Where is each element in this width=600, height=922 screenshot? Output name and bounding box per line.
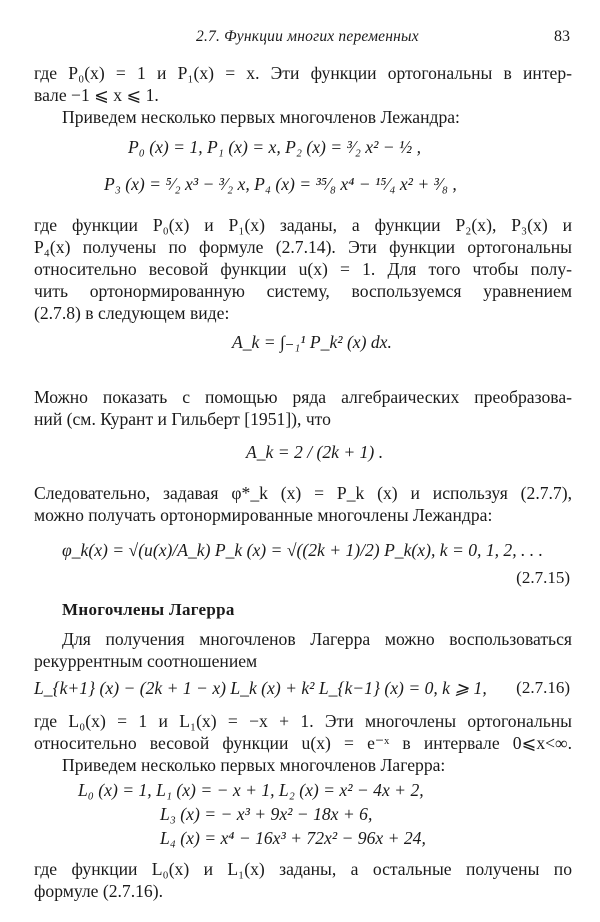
paragraph-7-line-2: относительно весовой функции u(x) = e⁻ˣ в интервале 0⩽x<∞.: [34, 733, 572, 753]
paragraph-6-line-2: рекуррентным соотношением: [34, 651, 258, 671]
equation-number-2-7-16: (2.7.16): [516, 678, 570, 697]
paragraph-6-line-1: Для получения многочленов Лагерра можно воспользоваться: [62, 629, 572, 649]
equation-phi: φ_k(x) = √(u(x)/A_k) P_k (x) = √((2k + 1)/2) P_k(x), k = 0, 1, 2, . . .: [62, 540, 543, 560]
paragraph-7-line-3: Приведем несколько первых многочленов Лагерра:: [62, 755, 446, 775]
equation-ak-integral: A_k = ∫₋₁¹ P_k² (x) dx.: [232, 332, 392, 352]
paragraph-1-line-1: где P₀(x) = 1 и P₁(x) = x. Эти функции ортогональны в интер-: [34, 63, 572, 83]
paragraph-4-line-1: Можно показать с помощью ряда алгебраических преобразова-: [34, 387, 572, 407]
equation-laguerre-row-3: L₄ (x) = x⁴ − 16x³ + 72x² − 96x + 24,: [160, 828, 426, 848]
paragraph-3-line-2: P₄(x) получены по формуле (2.7.14). Эти функции ортогональны: [34, 237, 572, 257]
equation-legendre-row-2: P₃ (x) = ⁵⁄₂ x³ − ³⁄₂ x, P₄ (x) = ³⁵⁄₈ x⁴ − ¹⁵⁄₄ x² + ³⁄₈ ,: [104, 174, 457, 194]
section-heading-laguerre: Многочлены Лагерра: [62, 600, 235, 619]
paragraph-3-line-1: где функции P₀(x) и P₁(x) заданы, а функции P₂(x), P₃(x) и: [34, 215, 572, 235]
equation-legendre-row-1: P₀ (x) = 1, P₁ (x) = x, P₂ (x) = ³⁄₂ x² − ½ ,: [128, 137, 422, 157]
paragraph-4-line-2: ний (см. Курант и Гильберт [1951]), что: [34, 409, 331, 429]
paragraph-1-line-2: вале −1 ⩽ x ⩽ 1.: [34, 85, 159, 105]
equation-ak-value: A_k = 2 / (2k + 1) .: [246, 442, 384, 462]
running-header: [0, 28, 600, 50]
equation-number-2-7-15: (2.7.15): [516, 568, 570, 587]
paragraph-3-line-5: (2.7.8) в следующем виде:: [34, 303, 230, 323]
paragraph-7-line-1: где L₀(x) = 1 и L₁(x) = −x + 1. Эти многочлены ортогональны: [34, 711, 572, 731]
section-title: 2.7. Функции многих переменных: [196, 28, 419, 45]
paragraph-8-line-2: формуле (2.7.16).: [34, 881, 163, 901]
page-number: 83: [554, 28, 570, 45]
equation-laguerre-row-2: L₃ (x) = − x³ + 9x² − 18x + 6,: [160, 804, 373, 824]
paragraph-8-line-1: где функции L₀(x) и L₁(x) заданы, а остальные получены по: [34, 859, 572, 879]
paragraph-3-line-4: чить ортонормированную систему, воспользуемся уравнением: [34, 281, 572, 301]
paragraph-3-line-3: относительно весовой функции u(x) = 1. Для того чтобы полу-: [34, 259, 572, 279]
paragraph-5-line-1: Следовательно, задавая φ*_k (x) = P_k (x) и используя (2.7.7),: [34, 483, 572, 503]
paragraph-2: Приведем несколько первых многочленов Лежандра:: [62, 107, 460, 127]
equation-laguerre-row-1: L₀ (x) = 1, L₁ (x) = − x + 1, L₂ (x) = x² − 4x + 2,: [78, 780, 424, 800]
paragraph-5-line-2: можно получать ортонормированные многочлены Лежандра:: [34, 505, 493, 525]
equation-recurrence: L_{k+1} (x) − (2k + 1 − x) L_k (x) + k² L_{k−1} (x) = 0, k ⩾ 1,: [34, 678, 487, 698]
